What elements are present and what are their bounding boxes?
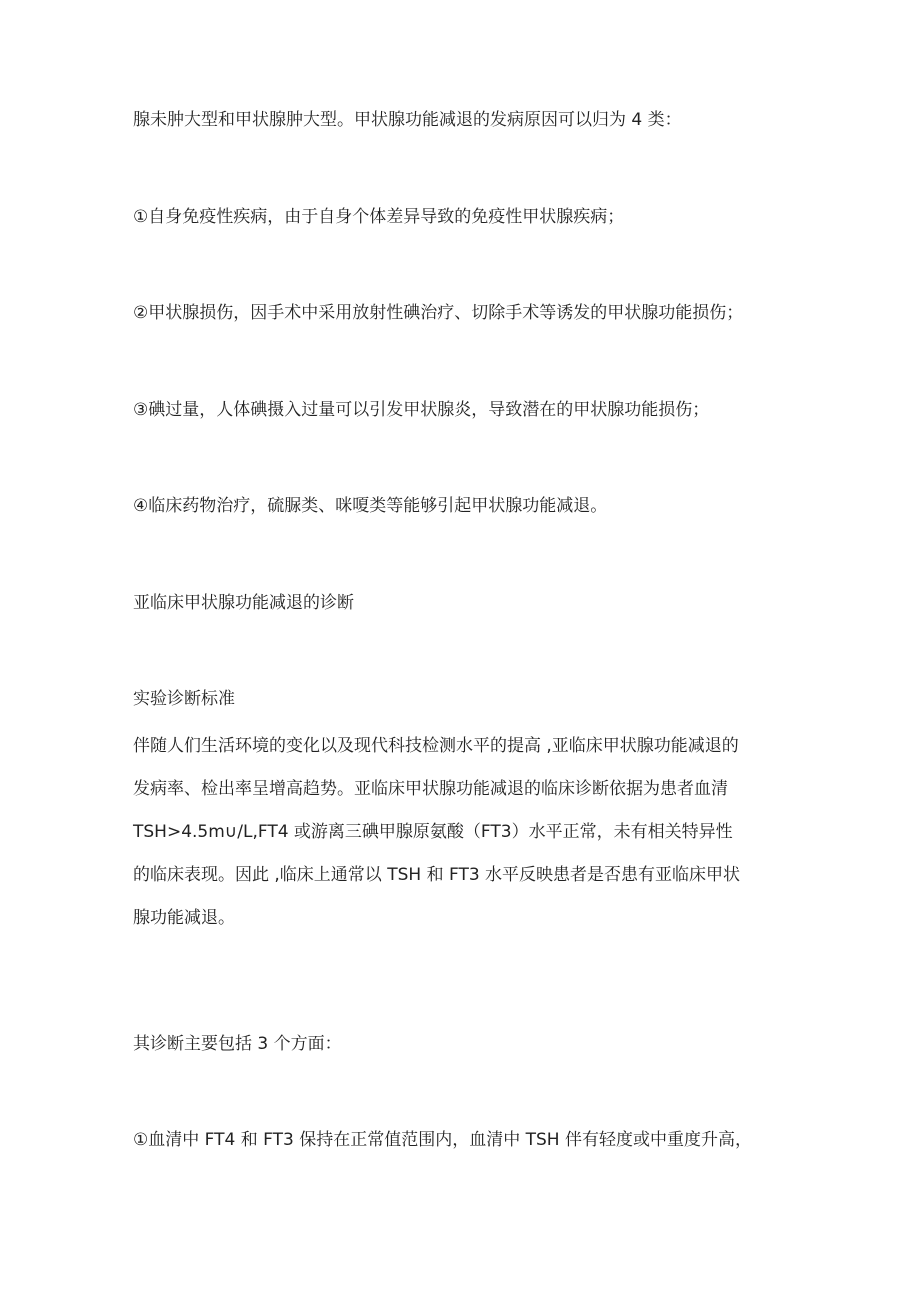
cause-item-1: ①自身免疫性疾病，由于自身个体差异导致的免疫性甲状腺疾病；: [133, 207, 625, 227]
paragraph-line: 的临床表现。因此 ,临床上通常以 TSH 和 FT3 水平反映患者是否患有亚临床甲状: [133, 865, 741, 885]
paragraph-line: 腺功能减退。: [133, 908, 235, 928]
subheading-lab-standard: 实验诊断标准: [133, 689, 235, 709]
paragraph-line: 伴随人们生活环境的变化以及现代科技检测水平的提高 ,亚临床甲状腺功能减退的: [133, 736, 739, 756]
paragraph-line: 发病率、检出率呈增高趋势。亚临床甲状腺功能减退的临床诊断依据为患者血清: [133, 779, 728, 799]
aspects-intro: 其诊断主要包括 3 个方面：: [133, 1034, 342, 1054]
cause-item-3: ③碘过量，人体碘摄入过量可以引发甲状腺炎，导致潜在的甲状腺功能损伤；: [133, 400, 710, 420]
paragraph-line: TSH>4.5m∪/L,FT4 或游离三碘甲腺原氨酸（FT3）水平正常，未有相关特异性: [133, 822, 733, 842]
cause-item-4: ④临床药物治疗，硫脲类、咪嗄类等能够引起甲状腺功能减退。: [133, 496, 608, 516]
intro-line: 腺未肿大型和甲状腺肿大型。甲状腺功能减退的发病原因可以归为 4 类：: [133, 110, 682, 130]
cause-item-2: ②甲状腺损伤，因手术中采用放射性碘治疗、切除手术等诱发的甲状腺功能损伤；: [133, 303, 744, 323]
aspect-item-1: ①血清中 FT4 和 FT3 保持在正常值范围内，血清中 TSH 伴有轻度或中重度升高，: [133, 1130, 752, 1150]
diagnosis-paragraph: [133, 725, 813, 940]
section-heading-diagnosis: 亚临床甲状腺功能减退的诊断: [133, 593, 354, 613]
